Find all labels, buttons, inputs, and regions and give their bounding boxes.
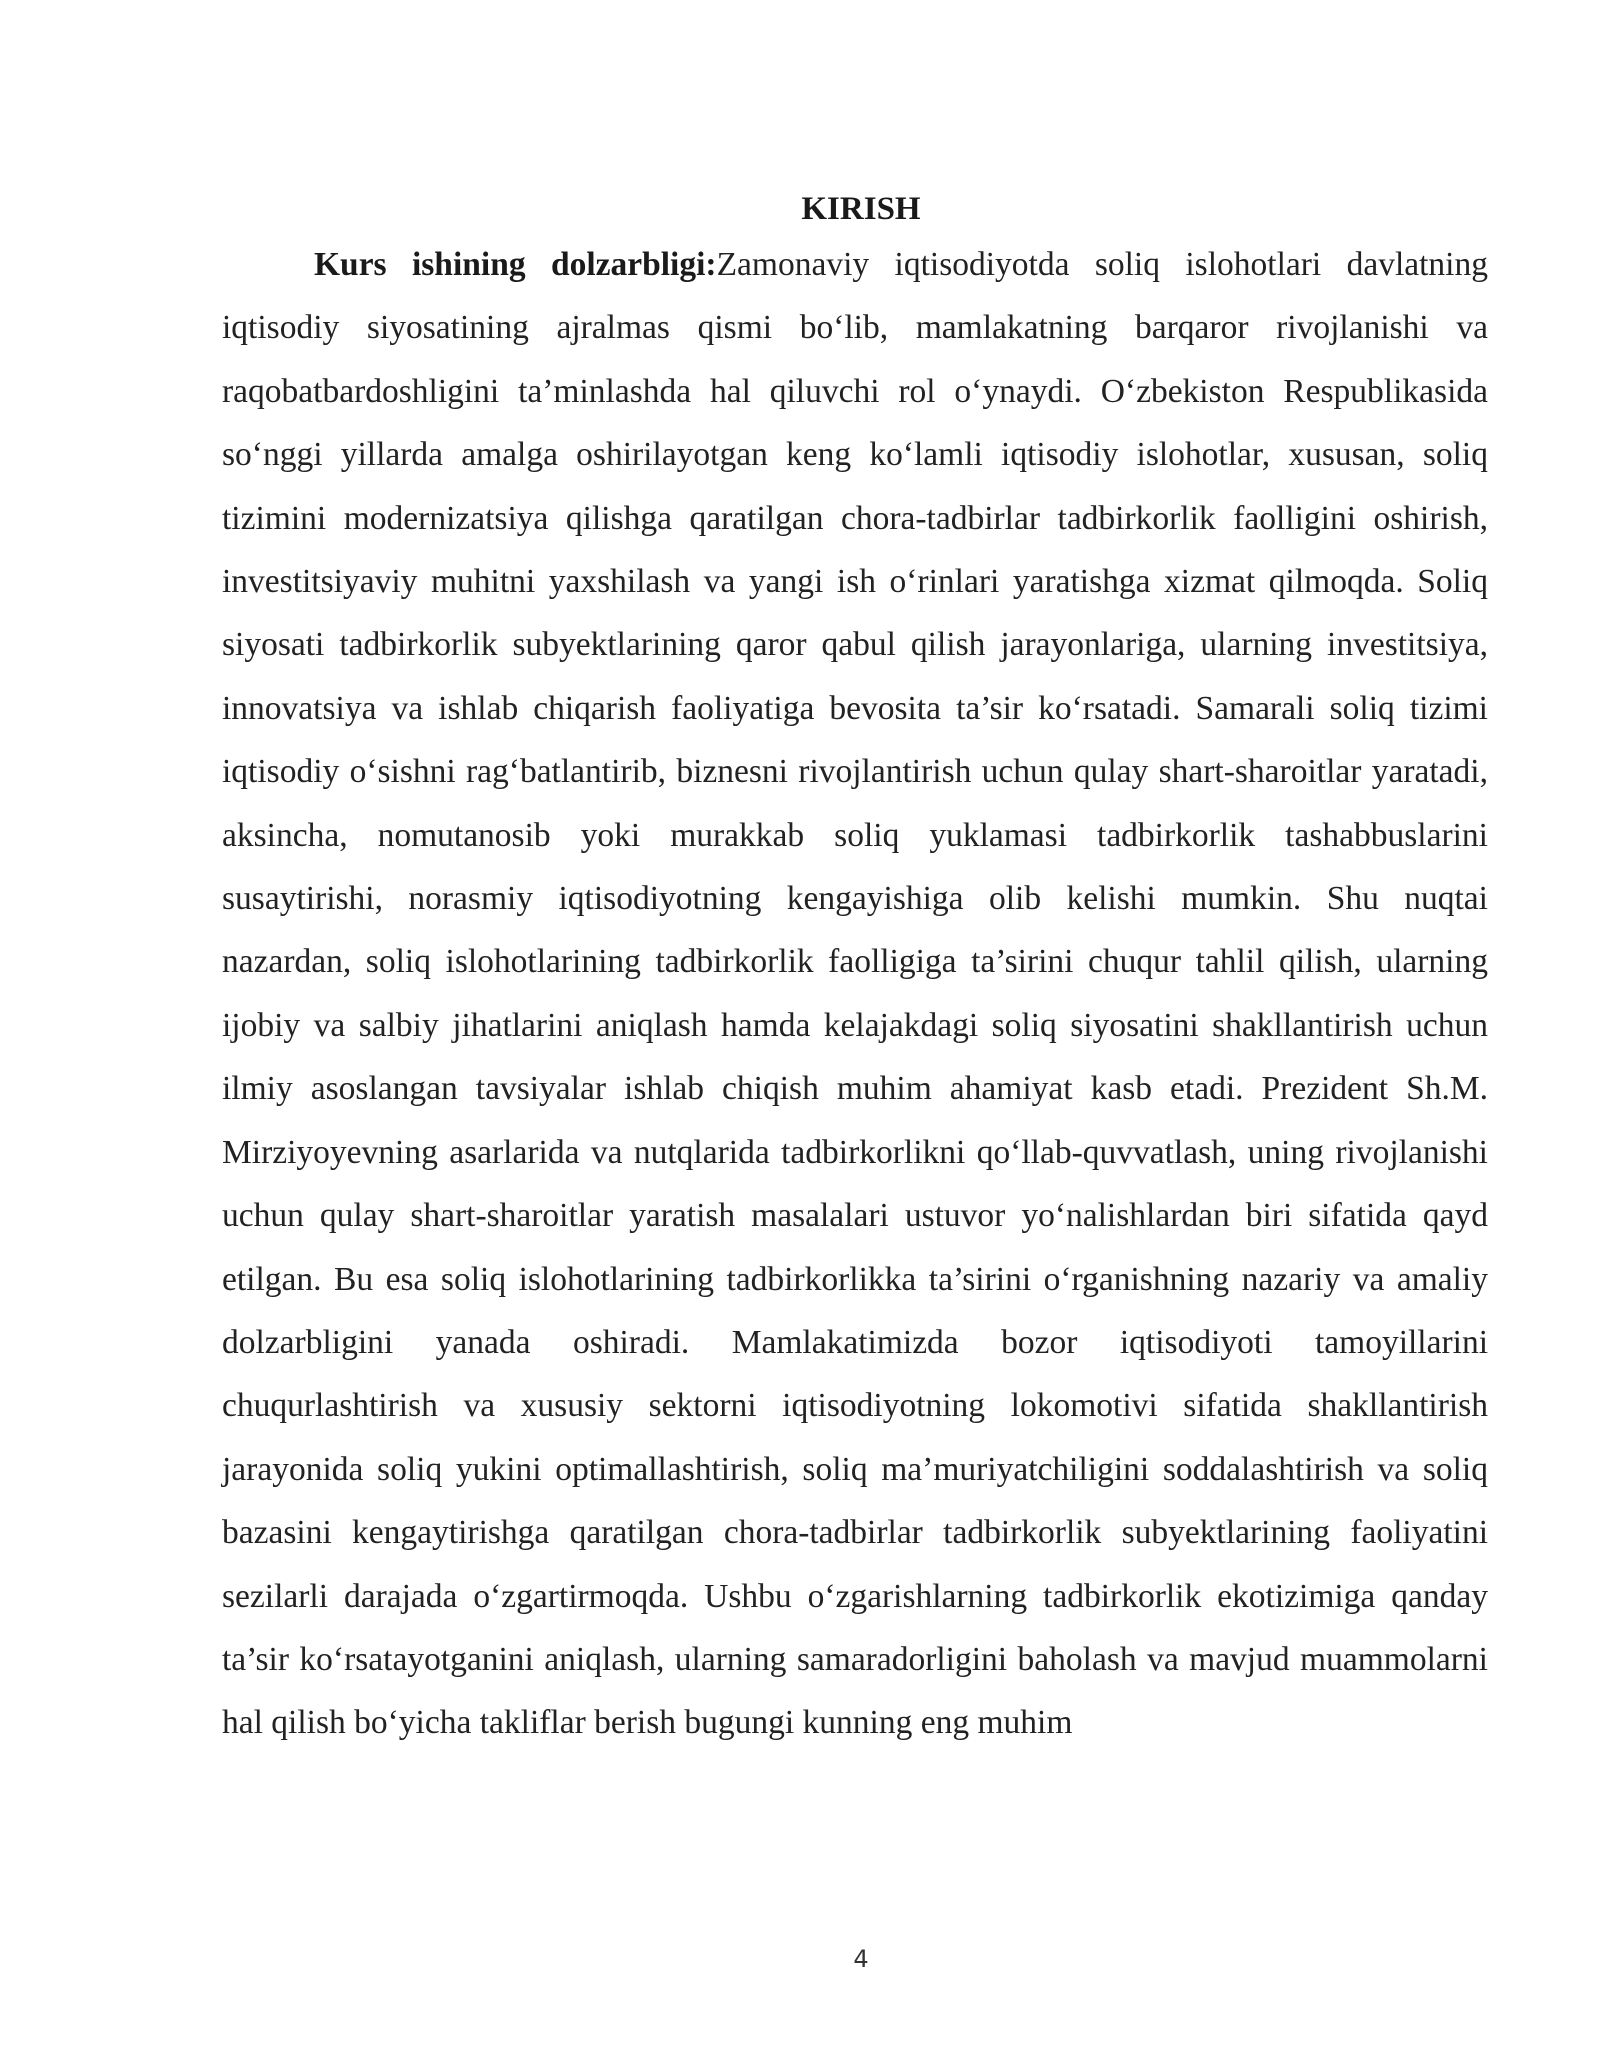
lead-label: Kurs ishining dolzarbligi: <box>314 246 717 283</box>
page-number: 4 <box>853 1945 869 1973</box>
section-heading: KIRISH <box>801 191 921 227</box>
body-paragraph <box>222 233 1488 1755</box>
paragraph-text: Zamonaviy iqtisodiyotda soliq islohotlari davlatning iqtisodiy siyosatining ajralmas qismi bo‘lib, mamlakatning barqaror rivojlanishi va raqobatbardoshligini ta’minlashda hal qiluvchi rol o‘ynaydi. O‘zbekiston Respublikasida so‘nggi yillarda amalga oshirilayotgan keng ko‘lamli iqtisodiy islohotlar, xususan, soliq tizimini modernizatsiya qilishga qaratilgan chora-tadbirlar tadbirkorlik faolligini oshirish, investitsiyaviy muhitni yaxshilash va yangi ish o‘rinlari yaratishga xizmat qilmoqda. Soliq siyosati tadbirkorlik subyektlarining qaror qabul qilish jarayonlariga, ularning investitsiya, innovatsiya va ishlab chiqarish faoliyatiga bevosita ta’sir ko‘rsatadi. Samarali soliq tizimi iqtisodiy o‘sishni rag‘batlantirib, biznesni rivojlantirish uchun qulay shart-sharoitlar yaratadi, aksincha, nomutanosib yoki murakkab soliq yuklamasi tadbirkorlik tashabbuslarini susaytirishi, norasmiy iqtisodiyotning kengayishiga olib kelishi mumkin. Shu nuqtai nazardan, soliq islohotlarining tadbirkorlik faolligiga ta’sirini chuqur tahlil qilish, ularning ijobiy va salbiy jihatlarini aniqlash hamda kelajakdagi soliq siyosatini shakllantirish uchun ilmiy asoslangan tavsiyalar ishlab chiqish muhim ahamiyat kasb etadi. Prezident Sh.M. Mirziyoyevning asarlarida va nutqlarida tadbirkorlikni qo‘llab-quvvatlash, uning rivojlanishi uchun qulay shart-sharoitlar yaratish masalalari ustuvor yo‘nalishlardan biri sifatida qayd etilgan. Bu esa soliq islohotlarining tadbirkorlikka ta’sirini o‘rganishning nazariy va amaliy dolzarbligini yanada oshiradi. Mamlakatimizda bozor iqtisodiyoti tamoyillarini chuqurlashtirish va xususiy sektorni iqtisodiyotning lokomotivi sifatida shakllantirish jarayonida soliq yukini optimallashtirish, soliq ma’muriyatchiligini soddalashtirish va soliq bazasini kengaytirishga qaratilgan chora-tadbirlar tadbirkorlik subyektlarining faoliyatini sezilarli darajada o‘zgartirmoqda. Ushbu o‘zgarishlarning tadbirkorlik ekotizimiga qanday ta’sir ko‘rsatayotganini aniqlash, ularning samaradorligini baholash va mavjud muammolarni hal qilish bo‘yicha takliflar berish bugungi kunning eng muhim <box>222 246 1488 1742</box>
